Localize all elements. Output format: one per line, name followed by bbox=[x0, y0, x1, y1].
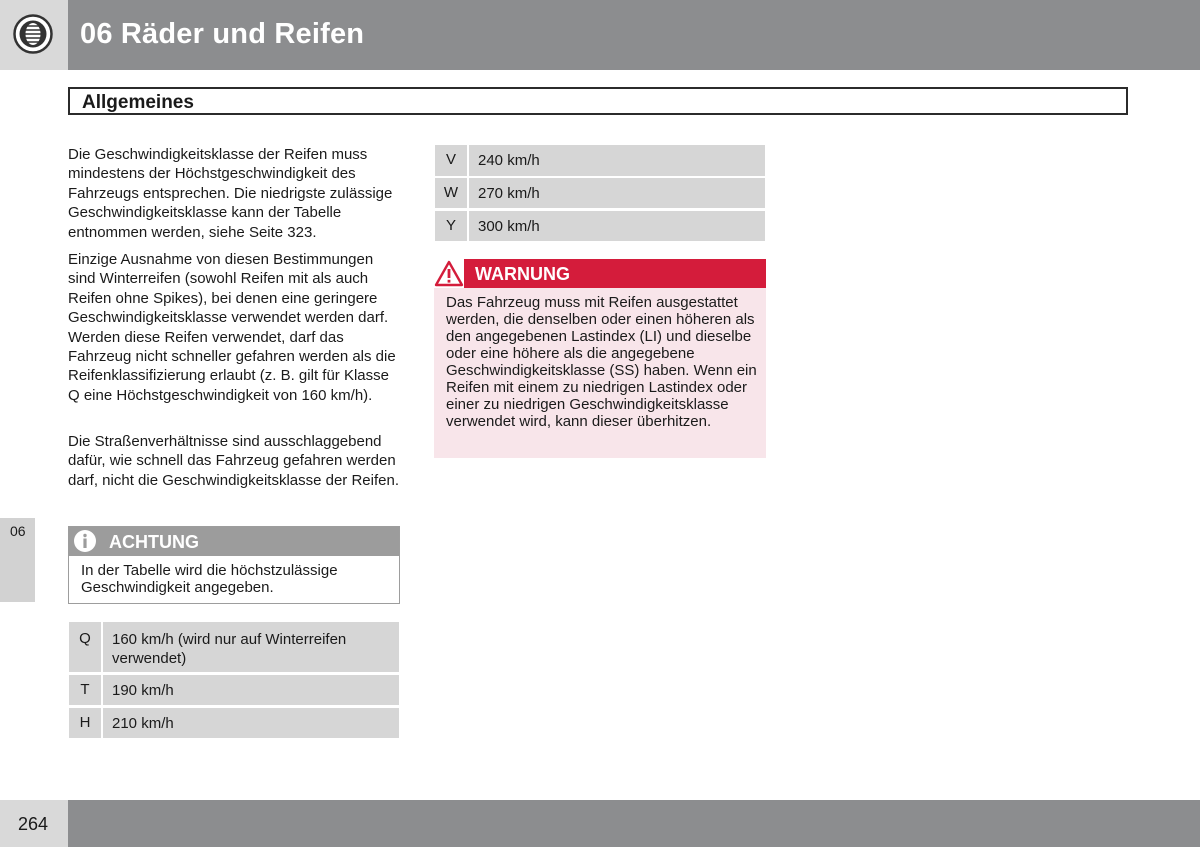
paragraph-speed-class: Die Geschwindigkeitsklasse der Reifen muss mindestens der Höchstgeschwindigkeit des Fahrzeugs entsprechen. Die niedrigste zulässige Geschwindigkeitsklasse kann der Tabelle entnommen werden, siehe Seite 323. bbox=[68, 146, 393, 241]
section-heading-box bbox=[68, 87, 1128, 115]
warning-text: Das Fahrzeug muss mit Reifen ausgestattet werden, die denselben oder einen höheren als den angegebenen Lastindex (LI) und dieselbe oder eine höhere als die angegebene Geschwindigkeitsklasse (SS) haben. Wenn ein Reifen mit einem zu niedrigen Lastindex oder einer zu niedrigen Geschwindigkeitsklasse verwendet wird, kann dieser überhitzen. bbox=[446, 294, 757, 430]
info-icon bbox=[73, 529, 97, 553]
achtung-label: ACHTUNG bbox=[109, 532, 199, 552]
table-row bbox=[435, 178, 765, 208]
tire-icon bbox=[13, 14, 53, 54]
side-tab-label: 06 bbox=[10, 523, 26, 539]
warning-body bbox=[434, 288, 766, 458]
speed-class-value: 270 km/h bbox=[478, 185, 540, 202]
table-row bbox=[435, 211, 765, 241]
speed-class-letter: T bbox=[80, 681, 90, 698]
speed-class-letter: W bbox=[443, 184, 459, 201]
achtung-text: In der Tabelle wird die höchstzulässige Geschwindigkeit angegeben. bbox=[81, 562, 338, 596]
chapter-title: 06 Räder und Reifen bbox=[80, 18, 365, 50]
warning-header bbox=[434, 259, 766, 288]
table-row bbox=[69, 622, 399, 672]
speed-class-value: 300 km/h bbox=[478, 218, 540, 235]
table-row bbox=[69, 675, 399, 705]
page-number-box bbox=[0, 800, 68, 847]
chapter-icon-box bbox=[0, 0, 68, 70]
speed-class-letter: Y bbox=[445, 217, 456, 234]
paragraph-road-conditions: Die Straßenverhältnisse sind ausschlaggebend dafür, wie schnell das Fahrzeug gefahren werden darf, nicht die Geschwindigkeitsklasse der Reifen. bbox=[68, 433, 399, 489]
achtung-header bbox=[69, 527, 399, 556]
speed-class-letter: Q bbox=[79, 630, 91, 647]
chapter-header-bar bbox=[68, 0, 1200, 70]
page-number: 264 bbox=[18, 814, 49, 834]
section-title: Allgemeines bbox=[82, 92, 194, 113]
table-row bbox=[435, 145, 765, 176]
achtung-note bbox=[68, 526, 400, 604]
speed-class-letter: H bbox=[79, 714, 91, 731]
chapter-side-tab bbox=[0, 518, 35, 602]
table-row bbox=[69, 708, 399, 738]
warning-triangle-icon bbox=[434, 259, 464, 288]
speed-class-value: 210 km/h bbox=[112, 715, 174, 732]
speed-class-letter: V bbox=[445, 151, 456, 168]
speed-class-value: 160 km/h (wird nur auf Winterreifen verwendet) bbox=[112, 631, 347, 667]
warning-icon-box bbox=[434, 259, 464, 288]
footer-bar bbox=[68, 800, 1200, 847]
speed-class-value: 240 km/h bbox=[478, 152, 540, 169]
paragraph-winter-tires: Einzige Ausnahme von diesen Bestimmungen sind Winterreifen (sowohl Reifen mit als auch Reifen ohne Spikes), bei denen eine geringere Geschwindigkeitsklasse verwendet werden darf. Werden diese Reifen verwendet, darf das Fahrzeug nicht schneller gefahren werden als die Reifenklassifizierung erlaubt (z. B. gilt für Klasse Q eine Höchstgeschwindigkeit von 160 km/h). bbox=[68, 251, 396, 404]
warning-label: WARNUNG bbox=[475, 264, 570, 284]
speed-class-value: 190 km/h bbox=[112, 682, 174, 699]
